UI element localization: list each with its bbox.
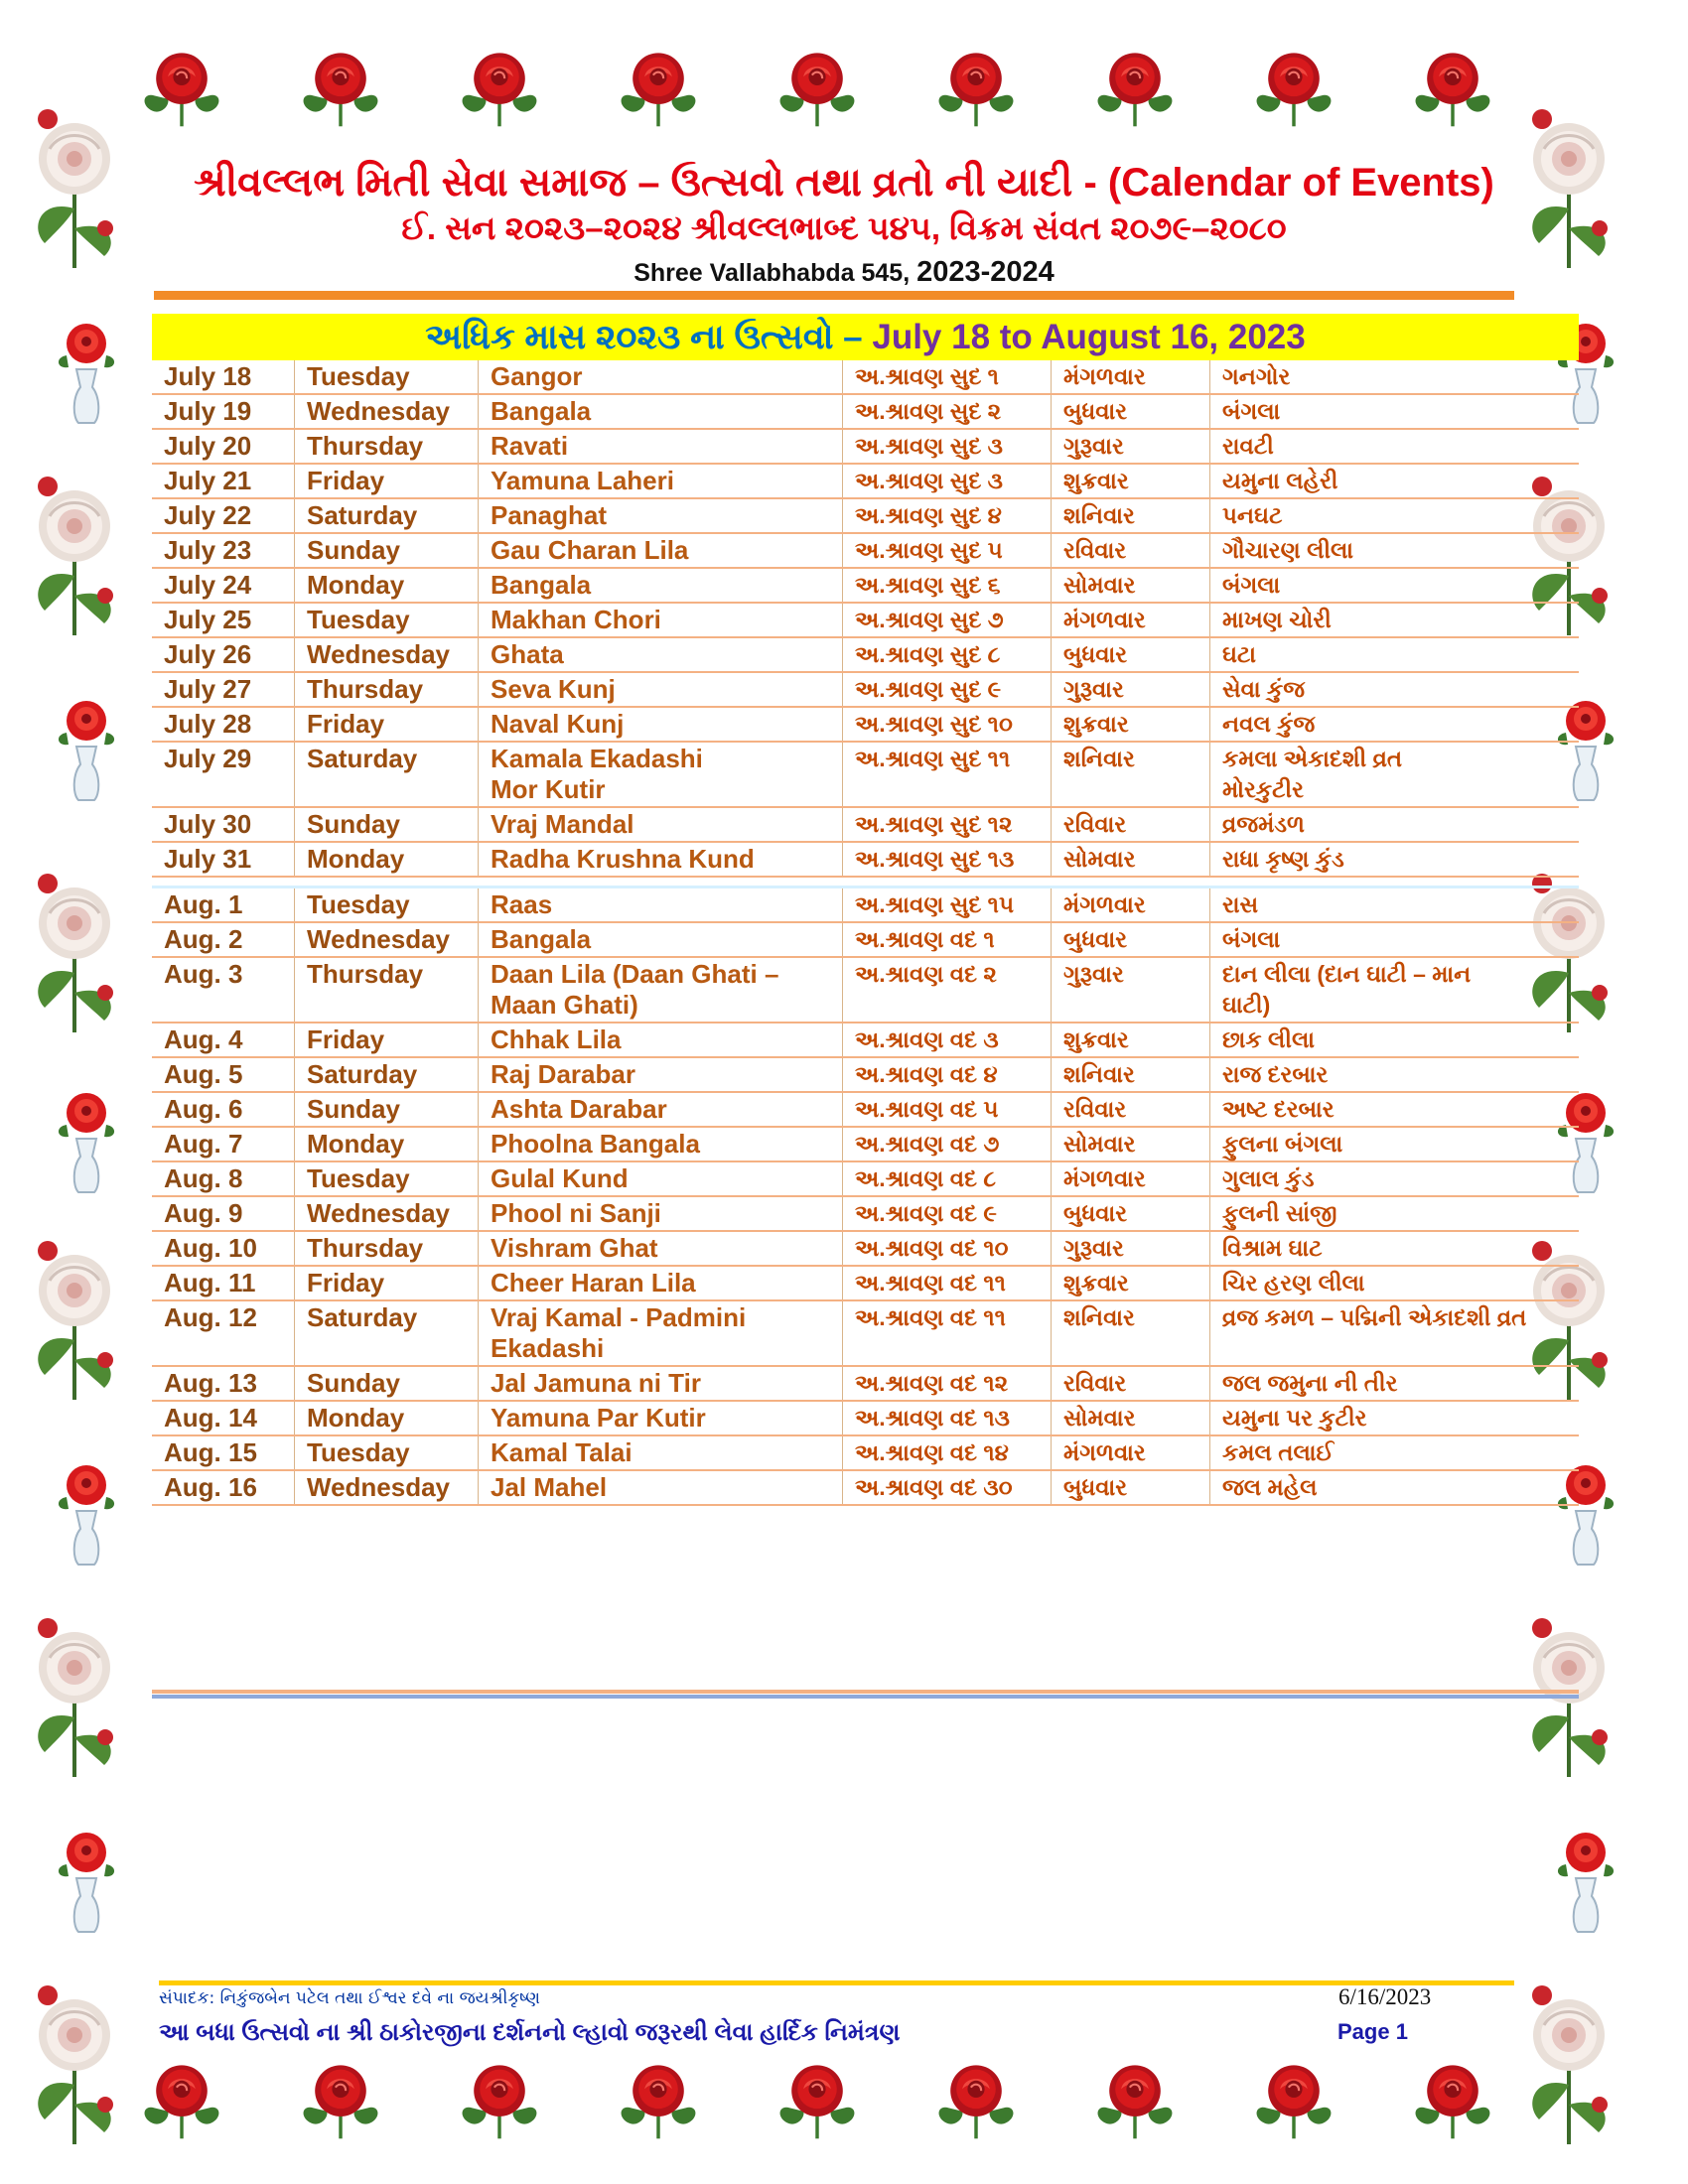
event-name-gujarati: ગૌચારણ લીલા <box>1222 537 1354 563</box>
year-range: 2023-2024 <box>916 256 1055 288</box>
event-weekday-gujarati: મંગળવાર <box>1052 888 1210 921</box>
event-name-gujarati: ઘટા <box>1222 641 1257 667</box>
event-date: Aug. 1 <box>152 888 295 921</box>
event-date: Aug. 14 <box>152 1402 295 1434</box>
event-day: Tuesday <box>295 1436 479 1469</box>
event-weekday-gujarati: ગુરૂવાર <box>1052 673 1210 706</box>
table-row <box>152 1301 1579 1367</box>
bottom-rose-border <box>0 2045 1688 2174</box>
table-row <box>152 395 1579 430</box>
event-name: Yamuna Laheri <box>479 465 843 497</box>
red-rose-icon <box>1092 2055 1178 2140</box>
event-name: Vraj Kamal - Padmini Ekadashi <box>479 1301 843 1365</box>
event-name: Ravati <box>479 430 843 463</box>
event-tithi: અ.શ્રાવણ વદ ૧૩ <box>843 1402 1052 1434</box>
event-weekday-gujarati: શનિવાર <box>1052 1058 1210 1091</box>
white-rose-icon <box>20 1588 129 1777</box>
event-name-gujarati: રાવટી <box>1222 433 1274 459</box>
event-tithi: અ.શ્રાવણ સુદ ૩ <box>843 430 1052 463</box>
white-rose-icon <box>1514 1588 1623 1777</box>
table-row <box>152 1197 1579 1232</box>
event-name: Vraj Mandal <box>479 808 843 841</box>
editor-credit: સંપાદક: નિકુંજબેન પટેલ તથા ઈશ્વર દવે ના જયશ્રીકૃષ્ણ <box>159 1988 540 2008</box>
section-banner <box>152 314 1579 360</box>
event-day: Monday <box>295 1402 479 1434</box>
event-tithi: અ.શ્રાવણ સુદ ૮ <box>843 638 1052 671</box>
event-date: July 23 <box>152 534 295 567</box>
event-name-gujarati: કમલા એકાદશી વ્રત મોરકુટીર <box>1222 746 1403 802</box>
event-date: July 31 <box>152 843 295 876</box>
event-name: Makhan Chori <box>479 604 843 636</box>
event-date: July 27 <box>152 673 295 706</box>
event-date: Aug. 2 <box>152 923 295 956</box>
invitation-text: આ બધા ઉત્સવો ના શ્રી ઠાકોરજીના દર્શનનો લ્હાવો જરૂરથી લેવા હાર્દિક નિમંત્રણ <box>159 2019 901 2046</box>
event-date: Aug. 11 <box>152 1267 295 1299</box>
event-name-gujarati: રાજ દરબાર <box>1222 1061 1329 1087</box>
table-row <box>152 1232 1579 1267</box>
table-row <box>152 673 1579 708</box>
event-day: Sunday <box>295 1367 479 1400</box>
event-day: Saturday <box>295 1301 479 1365</box>
event-name-gujarati: બંગલા <box>1222 572 1281 598</box>
event-tithi: અ.શ્રાવણ વદ ૧૧ <box>843 1267 1052 1299</box>
table-row <box>152 1267 1579 1301</box>
event-tithi: અ.શ્રાવણ સુદ ૨ <box>843 395 1052 428</box>
event-date: Aug. 6 <box>152 1093 295 1126</box>
rose-vase-icon <box>45 1827 128 1936</box>
event-tithi: અ.શ્રાવણ સુદ ૧૫ <box>843 888 1052 921</box>
white-rose-icon <box>20 1211 129 1400</box>
event-tithi: અ.શ્રાવણ વદ ૭ <box>843 1128 1052 1160</box>
event-day: Tuesday <box>295 888 479 921</box>
event-name: Yamuna Par Kutir <box>479 1402 843 1434</box>
event-day: Wednesday <box>295 923 479 956</box>
event-name-gujarati: ફુલની સાંજી <box>1222 1200 1337 1226</box>
table-row <box>152 923 1579 958</box>
event-day: Monday <box>295 569 479 602</box>
event-date: Aug. 12 <box>152 1301 295 1365</box>
event-tithi: અ.શ્રાવણ વદ ૧૦ <box>843 1232 1052 1265</box>
event-day: Friday <box>295 708 479 741</box>
event-name: Panaghat <box>479 499 843 532</box>
event-name: Naval Kunj <box>479 708 843 741</box>
red-rose-icon <box>298 43 383 128</box>
subtitle-gujarati: ઈ. સન ૨૦૨૩–૨૦૨૪ શ્રીવલ્લભાબ્દ ૫૪૫, વિક્રમ સંવત ૨૦૭૯–૨૦૮૦ <box>401 209 1287 246</box>
event-name-gujarati: વ્રજ કમળ – પદ્મિની એકાદશી વ્રત <box>1222 1304 1527 1330</box>
event-weekday-gujarati: મંગળવાર <box>1052 1162 1210 1195</box>
event-weekday-gujarati: સોમવાર <box>1052 569 1210 602</box>
white-rose-icon <box>20 844 129 1032</box>
event-name-gujarati: યમુના લહેરી <box>1222 468 1338 493</box>
red-rose-icon <box>933 2055 1019 2140</box>
event-name: Kamal Talai <box>479 1436 843 1469</box>
event-name: Bangala <box>479 569 843 602</box>
event-name: Radha Krushna Kund <box>479 843 843 876</box>
header-divider <box>154 291 1514 300</box>
event-date: July 24 <box>152 569 295 602</box>
event-date: July 30 <box>152 808 295 841</box>
event-weekday-gujarati: રવિવાર <box>1052 1367 1210 1400</box>
event-name: Seva Kunj <box>479 673 843 706</box>
event-name: Chhak Lila <box>479 1024 843 1056</box>
table-row <box>152 534 1579 569</box>
table-row <box>152 1024 1579 1058</box>
banner-english: July 18 to August 16, 2023 <box>872 318 1306 356</box>
event-day: Friday <box>295 1024 479 1056</box>
event-day: Monday <box>295 843 479 876</box>
event-date: Aug. 10 <box>152 1232 295 1265</box>
event-weekday-gujarati: બુધવાર <box>1052 923 1210 956</box>
white-rose-icon <box>20 79 129 268</box>
red-rose-icon <box>616 43 701 128</box>
event-name: Kamala Ekadashi Mor Kutir <box>479 743 843 806</box>
event-date: Aug. 15 <box>152 1436 295 1469</box>
event-weekday-gujarati: ગુરૂવાર <box>1052 1232 1210 1265</box>
events-table <box>152 360 1579 1506</box>
red-rose-icon <box>1092 43 1178 128</box>
table-row <box>152 360 1579 395</box>
banner-gujarati: અધિક માસ ૨૦૨૩ ના ઉત્સવો – <box>425 318 873 356</box>
white-rose-icon <box>1514 1956 1623 2144</box>
table-row <box>152 1402 1579 1436</box>
event-tithi: અ.શ્રાવણ વદ ૨ <box>843 958 1052 1022</box>
event-day: Wednesday <box>295 638 479 671</box>
rose-vase-icon <box>45 1087 128 1196</box>
event-day: Tuesday <box>295 1162 479 1195</box>
event-weekday-gujarati: શનિવાર <box>1052 1301 1210 1365</box>
event-day: Thursday <box>295 430 479 463</box>
table-row <box>152 465 1579 499</box>
event-weekday-gujarati: શનિવાર <box>1052 499 1210 532</box>
table-end-rule <box>152 1690 1579 1694</box>
event-tithi: અ.શ્રાવણ વદ ૯ <box>843 1197 1052 1230</box>
event-day: Monday <box>295 1128 479 1160</box>
event-weekday-gujarati: બુધવાર <box>1052 395 1210 428</box>
event-name-gujarati: દાન લીલા (દાન ઘાટી – માન ઘાટી) <box>1222 961 1472 1018</box>
event-tithi: અ.શ્રાવણ વદ ૪ <box>843 1058 1052 1091</box>
event-weekday-gujarati: શુક્રવાર <box>1052 1267 1210 1299</box>
event-weekday-gujarati: બુધવાર <box>1052 638 1210 671</box>
event-weekday-gujarati: મંગળવાર <box>1052 604 1210 636</box>
red-rose-icon <box>139 43 224 128</box>
event-date: Aug. 16 <box>152 1471 295 1504</box>
event-date: July 20 <box>152 430 295 463</box>
event-name-gujarati: છાક લીલા <box>1222 1026 1316 1052</box>
event-name: Phool ni Sanji <box>479 1197 843 1230</box>
table-row <box>152 708 1579 743</box>
event-name: Cheer Haran Lila <box>479 1267 843 1299</box>
event-date: July 21 <box>152 465 295 497</box>
event-tithi: અ.શ્રાવણ વદ ૧૨ <box>843 1367 1052 1400</box>
table-row <box>152 638 1579 673</box>
event-name: Raj Darabar <box>479 1058 843 1091</box>
table-row <box>152 604 1579 638</box>
event-tithi: અ.શ્રાવણ સુદ ૧ <box>843 360 1052 393</box>
title-english: (Calendar of Events) <box>1107 161 1494 205</box>
event-name: Vishram Ghat <box>479 1232 843 1265</box>
event-weekday-gujarati: શનિવાર <box>1052 743 1210 806</box>
event-name: Gau Charan Lila <box>479 534 843 567</box>
table-row <box>152 1093 1579 1128</box>
red-rose-icon <box>616 2055 701 2140</box>
event-date: Aug. 5 <box>152 1058 295 1091</box>
event-name: Gangor <box>479 360 843 393</box>
red-rose-icon <box>1410 2055 1495 2140</box>
event-name: Daan Lila (Daan Ghati – Maan Ghati) <box>479 958 843 1022</box>
rose-vase-icon <box>1544 1827 1627 1936</box>
event-day: Friday <box>295 1267 479 1299</box>
event-tithi: અ.શ્રાવણ વદ ૧૧ <box>843 1301 1052 1365</box>
event-tithi: અ.શ્રાવણ સુદ ૧૦ <box>843 708 1052 741</box>
event-tithi: અ.શ્રાવણ સુદ ૪ <box>843 499 1052 532</box>
red-rose-icon <box>1251 2055 1336 2140</box>
table-row <box>152 1162 1579 1197</box>
event-day: Saturday <box>295 743 479 806</box>
red-rose-icon <box>1410 43 1495 128</box>
event-date: July 29 <box>152 743 295 806</box>
event-tithi: અ.શ્રાવણ વદ ૧૪ <box>843 1436 1052 1469</box>
event-name-gujarati: માખણ ચોરી <box>1222 607 1332 632</box>
event-day: Wednesday <box>295 395 479 428</box>
event-day: Tuesday <box>295 360 479 393</box>
title-gujarati: શ્રીવલ્લભ મિતી સેવા સમાજ – ઉત્સવો તથા વ્રતો ની યાદી - <box>194 161 1108 205</box>
event-tithi: અ.શ્રાવણ સુદ ૯ <box>843 673 1052 706</box>
event-name: Bangala <box>479 923 843 956</box>
page-title <box>139 159 1549 206</box>
event-date: July 19 <box>152 395 295 428</box>
event-day: Sunday <box>295 808 479 841</box>
event-date: Aug. 4 <box>152 1024 295 1056</box>
event-tithi: અ.શ્રાવણ સુદ ૧૩ <box>843 843 1052 876</box>
red-rose-icon <box>933 43 1019 128</box>
event-weekday-gujarati: શુક્રવાર <box>1052 465 1210 497</box>
event-name-gujarati: જલ જમુના ની તીર <box>1222 1370 1398 1396</box>
event-weekday-gujarati: મંગળવાર <box>1052 1436 1210 1469</box>
event-day: Sunday <box>295 1093 479 1126</box>
event-date: Aug. 13 <box>152 1367 295 1400</box>
event-name: Jal Jamuna ni Tir <box>479 1367 843 1400</box>
table-end-rule-blue <box>152 1695 1579 1699</box>
event-name-gujarati: ચિર હરણ લીલા <box>1222 1270 1365 1296</box>
subtitle-english <box>139 256 1549 289</box>
event-weekday-gujarati: ગુરૂવાર <box>1052 958 1210 1022</box>
event-date: Aug. 8 <box>152 1162 295 1195</box>
event-name-gujarati: અષ્ટ દરબાર <box>1222 1096 1335 1122</box>
event-name: Ghata <box>479 638 843 671</box>
event-name-gujarati: સેવા કુંજ <box>1222 676 1305 702</box>
event-day: Wednesday <box>295 1197 479 1230</box>
table-row <box>152 569 1579 604</box>
event-date: July 28 <box>152 708 295 741</box>
event-tithi: અ.શ્રાવણ વદ ૮ <box>843 1162 1052 1195</box>
top-rose-border <box>0 28 1688 157</box>
table-row <box>152 1367 1579 1402</box>
event-tithi: અ.શ્રાવણ સુદ ૩ <box>843 465 1052 497</box>
table-row <box>152 430 1579 465</box>
vallabhabda-label: Shree Vallabhabda 545, <box>633 259 917 287</box>
event-weekday-gujarati: રવિવાર <box>1052 808 1210 841</box>
red-rose-icon <box>774 43 860 128</box>
event-name-gujarati: રાધા કૃષ્ણ કુંડ <box>1222 846 1344 872</box>
rose-vase-icon <box>45 318 128 427</box>
rose-vase-icon <box>45 1459 128 1569</box>
table-row <box>152 886 1579 923</box>
event-name-gujarati: ફુલના બંગલા <box>1222 1131 1343 1157</box>
event-date: Aug. 7 <box>152 1128 295 1160</box>
event-weekday-gujarati: બુધવાર <box>1052 1471 1210 1504</box>
event-tithi: અ.શ્રાવણ વદ ૫ <box>843 1093 1052 1126</box>
event-day: Sunday <box>295 534 479 567</box>
table-row <box>152 808 1579 843</box>
event-tithi: અ.શ્રાવણ સુદ ૭ <box>843 604 1052 636</box>
event-weekday-gujarati: સોમવાર <box>1052 1402 1210 1434</box>
table-row <box>152 743 1579 808</box>
event-day: Tuesday <box>295 604 479 636</box>
red-rose-icon <box>1251 43 1336 128</box>
event-tithi: અ.શ્રાવણ વદ ૧ <box>843 923 1052 956</box>
event-name: Bangala <box>479 395 843 428</box>
event-name-gujarati: વિશ્રામ ઘાટ <box>1222 1235 1323 1261</box>
event-day: Thursday <box>295 958 479 1022</box>
event-date: July 22 <box>152 499 295 532</box>
table-row <box>152 499 1579 534</box>
event-tithi: અ.શ્રાવણ વદ ૩ <box>843 1024 1052 1056</box>
event-tithi: અ.શ્રાવણ સુદ ૬ <box>843 569 1052 602</box>
event-date: July 26 <box>152 638 295 671</box>
event-name: Phoolna Bangala <box>479 1128 843 1160</box>
table-row <box>152 1436 1579 1471</box>
footer-date: 6/16/2023 <box>1338 1984 1432 2009</box>
footer-divider <box>159 1980 1514 1985</box>
event-day: Friday <box>295 465 479 497</box>
event-name-gujarati: પનઘટ <box>1222 502 1283 528</box>
event-date: Aug. 9 <box>152 1197 295 1230</box>
event-day: Wednesday <box>295 1471 479 1504</box>
event-weekday-gujarati: શુક્રવાર <box>1052 708 1210 741</box>
event-name-gujarati: નવલ કુંજ <box>1222 711 1316 737</box>
event-name: Ashta Darabar <box>479 1093 843 1126</box>
event-tithi: અ.શ્રાવણ સુદ ૫ <box>843 534 1052 567</box>
event-name: Gulal Kund <box>479 1162 843 1195</box>
event-name-gujarati: કમલ તલાઈ <box>1222 1439 1335 1465</box>
event-day: Thursday <box>295 673 479 706</box>
event-weekday-gujarati: સોમવાર <box>1052 1128 1210 1160</box>
event-name-gujarati: ગુલાલ કુંડ <box>1222 1165 1315 1191</box>
event-tithi: અ.શ્રાવણ વદ ૩૦ <box>843 1471 1052 1504</box>
red-rose-icon <box>139 2055 224 2140</box>
event-day: Saturday <box>295 1058 479 1091</box>
page-number: Page 1 <box>1337 2019 1408 2044</box>
event-tithi: અ.શ્રાવણ સુદ ૧૧ <box>843 743 1052 806</box>
event-name-gujarati: બંગલા <box>1222 398 1281 424</box>
red-rose-icon <box>457 2055 542 2140</box>
table-row <box>152 1058 1579 1093</box>
red-rose-icon <box>457 43 542 128</box>
event-tithi: અ.શ્રાવણ સુદ ૧૨ <box>843 808 1052 841</box>
red-rose-icon <box>298 2055 383 2140</box>
table-row <box>152 958 1579 1024</box>
event-date: Aug. 3 <box>152 958 295 1022</box>
event-weekday-gujarati: રવિવાર <box>1052 1093 1210 1126</box>
white-rose-icon <box>20 1956 129 2144</box>
event-name: Jal Mahel <box>479 1471 843 1504</box>
event-weekday-gujarati: ગુરૂવાર <box>1052 430 1210 463</box>
event-weekday-gujarati: મંગળવાર <box>1052 360 1210 393</box>
rose-vase-icon <box>45 695 128 804</box>
event-name-gujarati: બંગલા <box>1222 926 1281 952</box>
event-weekday-gujarati: શુક્રવાર <box>1052 1024 1210 1056</box>
event-name: Raas <box>479 888 843 921</box>
table-row <box>152 843 1579 878</box>
event-day: Saturday <box>295 499 479 532</box>
event-date: July 18 <box>152 360 295 393</box>
event-name-gujarati: જલ મહેલ <box>1222 1474 1318 1500</box>
event-name-gujarati: ગનગોર <box>1222 363 1291 389</box>
event-weekday-gujarati: બુધવાર <box>1052 1197 1210 1230</box>
table-row <box>152 1471 1579 1506</box>
event-weekday-gujarati: સોમવાર <box>1052 843 1210 876</box>
red-rose-icon <box>774 2055 860 2140</box>
event-date: July 25 <box>152 604 295 636</box>
event-name-gujarati: યમુના પર કુટીર <box>1222 1405 1367 1431</box>
event-weekday-gujarati: રવિવાર <box>1052 534 1210 567</box>
event-name-gujarati: રાસ <box>1222 891 1259 917</box>
event-name-gujarati: વ્રજમંડળ <box>1222 811 1305 837</box>
event-day: Thursday <box>295 1232 479 1265</box>
table-row <box>152 1128 1579 1162</box>
white-rose-icon <box>20 447 129 635</box>
